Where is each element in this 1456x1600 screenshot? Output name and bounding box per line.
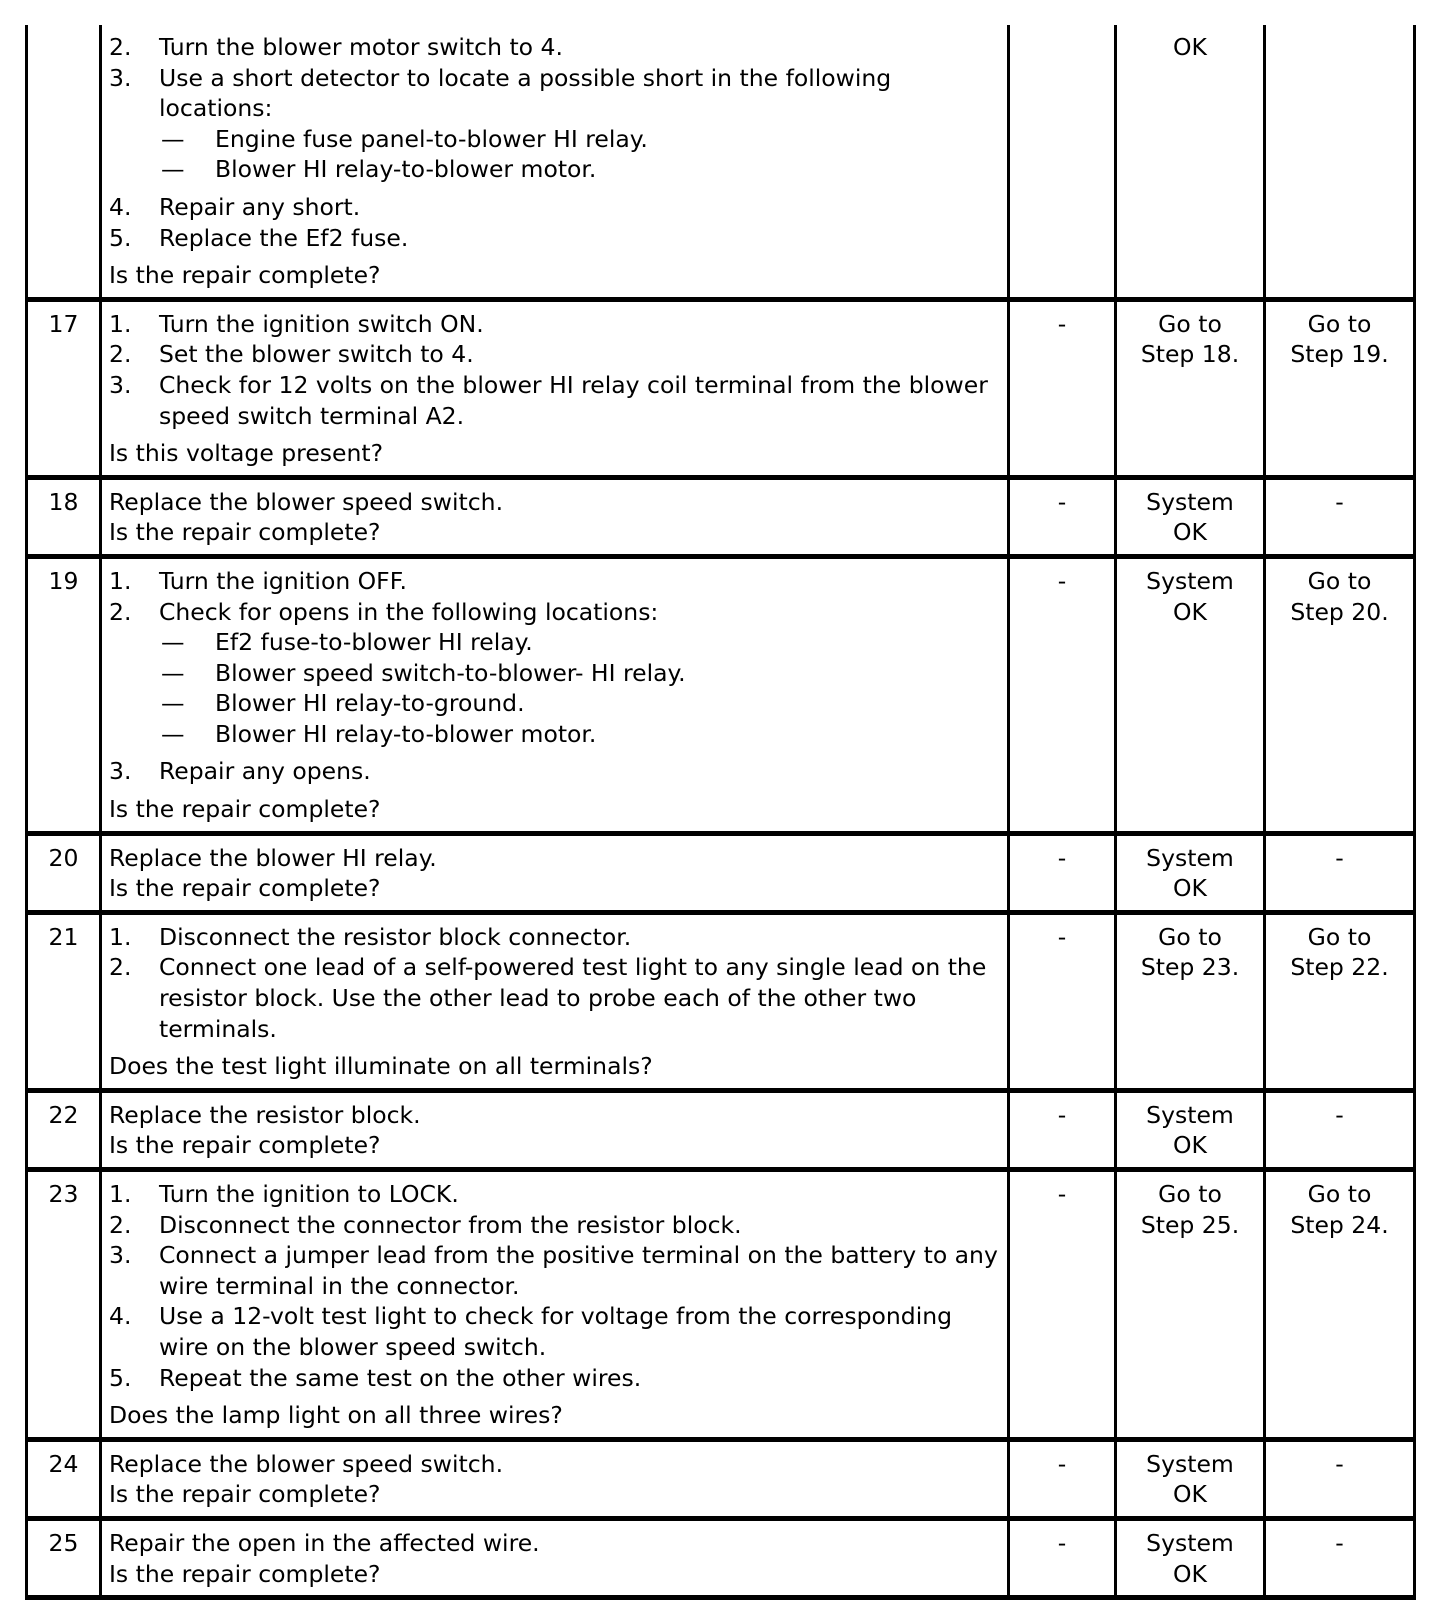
- subitem-text: Engine fuse panel-to-blower HI relay.: [215, 124, 648, 153]
- action-line: Is the repair complete?: [109, 874, 381, 903]
- item-number: 3.: [109, 63, 132, 92]
- item-number: 5.: [109, 1363, 132, 1392]
- action-subitem: [109, 627, 1001, 658]
- diagnostic-table: [25, 25, 1416, 1600]
- action-item: [109, 223, 1001, 254]
- item-text: Repair any opens.: [159, 757, 371, 786]
- action-item: [109, 1240, 1001, 1301]
- action-item: [109, 597, 1001, 628]
- result-line: Go to: [1158, 309, 1222, 338]
- value-cell: -: [1009, 1439, 1116, 1518]
- item-number: 4.: [109, 192, 132, 221]
- step-number: 25: [27, 1518, 101, 1597]
- step-number: 20: [27, 833, 101, 912]
- result-line: Step 23.: [1140, 953, 1240, 982]
- result-line: System: [1146, 487, 1234, 516]
- item-text: Use a 12-volt test light to check for voltage from the corresponding wire on the blower speed switch.: [159, 1302, 953, 1361]
- step-number: 22: [27, 1090, 101, 1169]
- step-number: 18: [27, 477, 101, 556]
- action-item: [109, 1363, 1001, 1394]
- value-cell: -: [1009, 1518, 1116, 1597]
- dash-bullet: —: [161, 719, 185, 748]
- item-text: Set the blower switch to 4.: [159, 340, 474, 369]
- action-item: [109, 952, 1001, 1044]
- table-row: [27, 25, 1415, 299]
- item-text: Check for opens in the following locations:: [159, 597, 659, 626]
- yes-cell: OK: [1116, 25, 1265, 299]
- table-row: [27, 299, 1415, 477]
- item-number: 1.: [109, 566, 132, 595]
- item-number: 2.: [109, 953, 132, 982]
- action-cell: [101, 556, 1009, 833]
- result-line: OK: [1173, 597, 1207, 626]
- result-line: OK: [1173, 874, 1207, 903]
- item-text: Turn the ignition OFF.: [159, 566, 407, 595]
- action-item: [109, 63, 1001, 124]
- item-number: 5.: [109, 223, 132, 252]
- action-cell: [101, 477, 1009, 556]
- result-line: Go to: [1307, 566, 1372, 595]
- item-number: 3.: [109, 757, 132, 786]
- action-line: Replace the blower HI relay.: [109, 843, 437, 872]
- action-item: [109, 339, 1001, 370]
- action-cell: [101, 1439, 1009, 1518]
- action-line: Repair the open in the affected wire.: [109, 1528, 540, 1557]
- result-line: Step 19.: [1290, 340, 1389, 369]
- dash-bullet: —: [161, 124, 185, 153]
- table-row: [27, 477, 1415, 556]
- item-text: Connect one lead of a self-powered test light to any single lead on the resistor block. Use the other lead to probe each of the other two terminals.: [159, 953, 987, 1043]
- dash-bullet: —: [161, 628, 185, 657]
- item-number: 2.: [109, 33, 132, 61]
- result-line: Step 24.: [1290, 1210, 1389, 1239]
- result-line: System: [1146, 566, 1234, 595]
- action-cell: [101, 25, 1009, 299]
- no-cell: -: [1265, 1439, 1415, 1518]
- action-subitem: [109, 688, 1001, 719]
- action-item: [109, 32, 1001, 63]
- action-line: Replace the resistor block.: [109, 1100, 421, 1129]
- result-line: Go to: [1307, 922, 1372, 951]
- item-text: Disconnect the resistor block connector.: [159, 922, 632, 951]
- action-subitem: [109, 124, 1001, 155]
- table-row: [27, 912, 1415, 1090]
- result-line: Step 20.: [1290, 597, 1389, 626]
- dash-bullet: —: [161, 689, 185, 718]
- action-item: [109, 1179, 1001, 1210]
- action-line: Replace the blower speed switch.: [109, 1449, 504, 1478]
- result-line: OK: [1173, 518, 1207, 547]
- no-cell: [1265, 556, 1415, 833]
- result-line: OK: [1173, 1559, 1207, 1588]
- item-number: 3.: [109, 370, 132, 399]
- item-text: Disconnect the connector from the resistor block.: [159, 1210, 742, 1239]
- yes-cell: [1116, 833, 1265, 912]
- table-row: [27, 1170, 1415, 1440]
- action-cell: [101, 833, 1009, 912]
- step-number: 23: [27, 1170, 101, 1440]
- no-cell: [1265, 25, 1415, 299]
- value-cell: -: [1009, 912, 1116, 1090]
- value-cell: -: [1009, 833, 1116, 912]
- action-line: Is the repair complete?: [109, 518, 381, 547]
- table-row: [27, 556, 1415, 833]
- step-number: 17: [27, 299, 101, 477]
- item-number: 4.: [109, 1302, 132, 1331]
- action-cell: [101, 912, 1009, 1090]
- action-line: Is the repair complete?: [109, 1559, 381, 1588]
- subitem-text: Ef2 fuse-to-blower HI relay.: [215, 628, 533, 657]
- value-cell: -: [1009, 1090, 1116, 1169]
- item-number: 1.: [109, 922, 132, 951]
- item-text: Repeat the same test on the other wires.: [159, 1363, 642, 1392]
- action-line: Replace the blower speed switch.: [109, 487, 504, 516]
- action-item: [109, 370, 1001, 431]
- result-line: System: [1146, 1100, 1234, 1129]
- table-row: [27, 1518, 1415, 1597]
- action-cell: [101, 299, 1009, 477]
- no-cell: -: [1265, 477, 1415, 556]
- dash-bullet: —: [161, 658, 185, 687]
- step-number: 24: [27, 1439, 101, 1518]
- no-cell: -: [1265, 833, 1415, 912]
- action-subitem: [109, 154, 1001, 185]
- action-item: [109, 756, 1001, 787]
- action-cell: [101, 1090, 1009, 1169]
- value-cell: -: [1009, 299, 1116, 477]
- yes-cell: [1116, 477, 1265, 556]
- result-line: Step 22.: [1290, 953, 1389, 982]
- item-number: 2.: [109, 597, 132, 626]
- action-item: [109, 192, 1001, 223]
- value-cell: [1009, 25, 1116, 299]
- question: Does the lamp light on all three wires?: [109, 1401, 563, 1430]
- subitem-text: Blower HI relay-to-blower motor.: [215, 155, 597, 184]
- subitem-text: Blower HI relay-to-ground.: [215, 689, 525, 718]
- value-cell: -: [1009, 1170, 1116, 1440]
- action-item: [109, 1301, 1001, 1362]
- item-text: Turn the blower motor switch to 4.: [159, 33, 563, 61]
- question: Is the repair complete?: [109, 261, 381, 290]
- question: Does the test light illuminate on all terminals?: [109, 1052, 653, 1081]
- item-number: 1.: [109, 309, 132, 338]
- yes-cell: [1116, 912, 1265, 1090]
- item-text: Connect a jumper lead from the positive terminal on the battery to any wire terminal in the connector.: [159, 1241, 998, 1300]
- item-text: Repair any short.: [159, 192, 361, 221]
- action-line: Is the repair complete?: [109, 1131, 381, 1160]
- result-line: Step 25.: [1140, 1210, 1240, 1239]
- item-number: 2.: [109, 1210, 132, 1239]
- yes-cell: [1116, 556, 1265, 833]
- result-line: Go to: [1158, 922, 1222, 951]
- result-line: Go to: [1307, 309, 1372, 338]
- yes-cell: [1116, 1090, 1265, 1169]
- item-text: Check for 12 volts on the blower HI relay coil terminal from the blower speed switch terminal A2.: [159, 370, 988, 430]
- action-cell: [101, 1518, 1009, 1597]
- result-line: System: [1146, 1449, 1234, 1478]
- table-row: [27, 1439, 1415, 1518]
- no-cell: [1265, 1170, 1415, 1440]
- item-text: Use a short detector to locate a possible short in the following locations:: [159, 63, 892, 123]
- yes-cell: [1116, 1518, 1265, 1597]
- table-body: [27, 25, 1415, 1598]
- action-cell: [101, 1170, 1009, 1440]
- subitem-text: Blower HI relay-to-blower motor.: [215, 719, 597, 748]
- result-line: OK: [1173, 1131, 1207, 1160]
- result-line: Step 18.: [1140, 340, 1240, 369]
- step-number: 21: [27, 912, 101, 1090]
- item-text: Turn the ignition switch ON.: [159, 309, 484, 338]
- action-item: [109, 309, 1001, 340]
- result-line: OK: [1173, 1480, 1207, 1509]
- result-line: System: [1146, 843, 1234, 872]
- no-cell: [1265, 912, 1415, 1090]
- table-row: [27, 833, 1415, 912]
- question: Is the repair complete?: [109, 795, 381, 824]
- yes-cell: [1116, 1439, 1265, 1518]
- table-row: [27, 1090, 1415, 1169]
- action-item: [109, 566, 1001, 597]
- item-number: 3.: [109, 1241, 132, 1270]
- result-line: System: [1146, 1528, 1234, 1557]
- value-cell: -: [1009, 477, 1116, 556]
- no-cell: -: [1265, 1518, 1415, 1597]
- result-line: Go to: [1307, 1180, 1372, 1208]
- yes-cell: [1116, 299, 1265, 477]
- subitem-text: Blower speed switch-to-blower- HI relay.: [215, 658, 686, 687]
- action-subitem: [109, 658, 1001, 689]
- action-subitem: [109, 719, 1001, 750]
- result-line: Go to: [1158, 1180, 1222, 1208]
- no-cell: -: [1265, 1090, 1415, 1169]
- item-number: 1.: [109, 1180, 132, 1208]
- item-number: 2.: [109, 340, 132, 369]
- dash-bullet: —: [161, 155, 185, 184]
- no-cell: [1265, 299, 1415, 477]
- item-text: Replace the Ef2 fuse.: [159, 223, 409, 252]
- question: Is this voltage present?: [109, 439, 384, 468]
- step-number: 19: [27, 556, 101, 833]
- action-item: [109, 922, 1001, 953]
- step-number: [27, 25, 101, 299]
- value-cell: -: [1009, 556, 1116, 833]
- action-line: Is the repair complete?: [109, 1480, 381, 1509]
- item-text: Turn the ignition to LOCK.: [159, 1180, 459, 1208]
- action-item: [109, 1210, 1001, 1241]
- yes-cell: [1116, 1170, 1265, 1440]
